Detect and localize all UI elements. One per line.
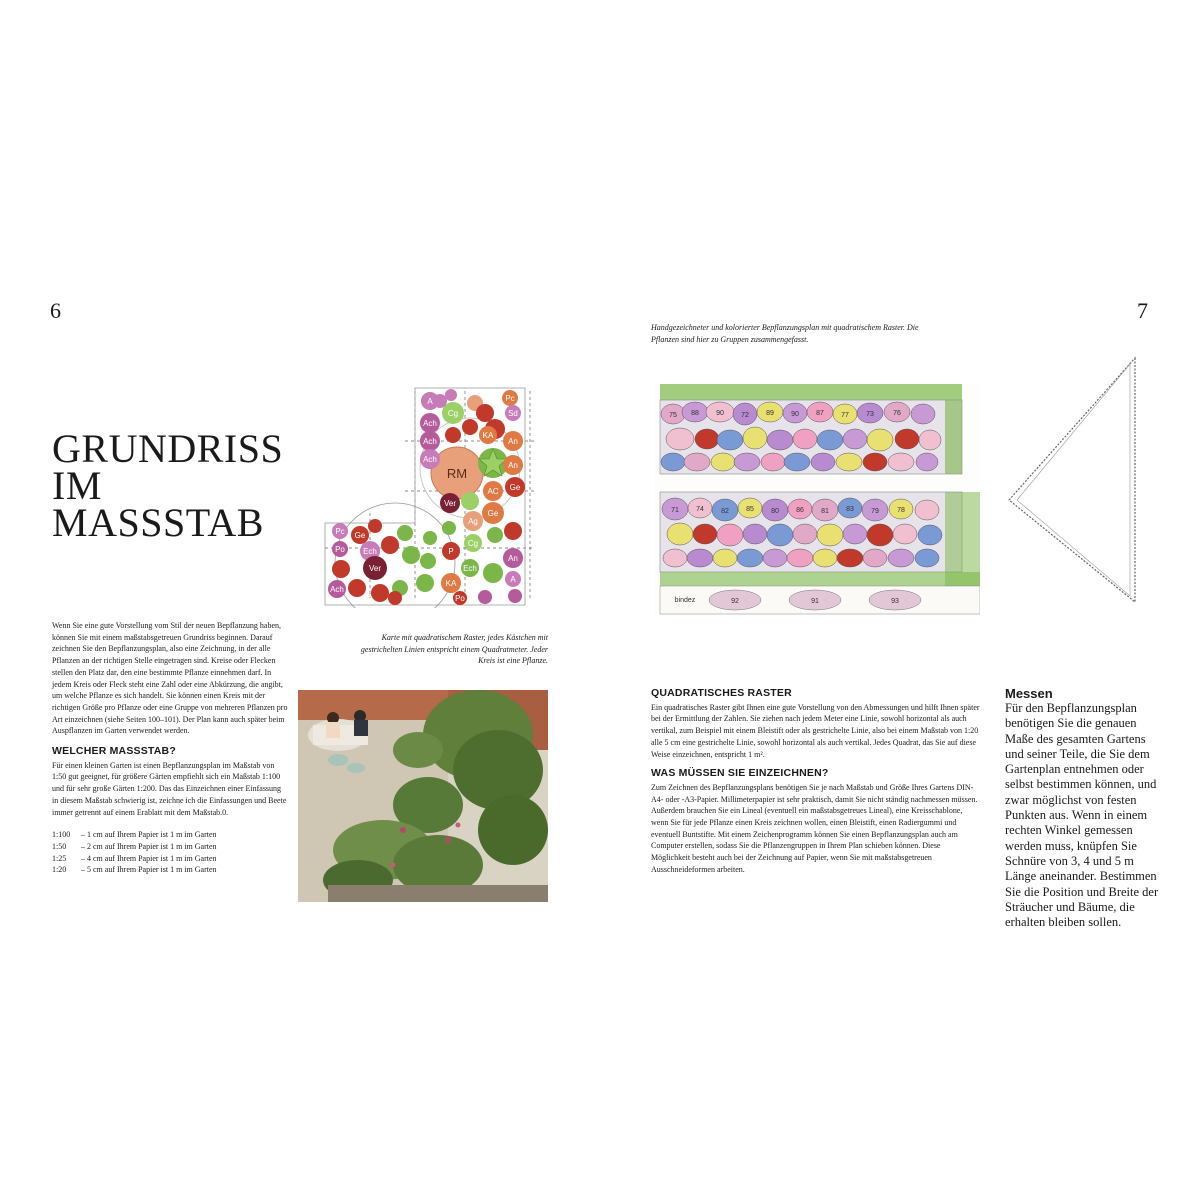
svg-text:85: 85 [746, 506, 754, 513]
svg-text:93: 93 [891, 598, 899, 605]
messen-heading: Messen [1005, 686, 1053, 701]
section-heading-scale: WELCHER MASSSTAB? [52, 745, 176, 758]
svg-text:Ver: Ver [443, 499, 457, 508]
planting-plan-diagram [285, 383, 550, 608]
svg-text:83: 83 [846, 506, 854, 513]
svg-text:91: 91 [811, 598, 819, 605]
svg-text:An: An [508, 437, 518, 446]
messen-sidebar [1005, 686, 1165, 930]
scale-row: 1:100 – 1 cm auf Ihrem Papier ist 1 m im Garten [52, 830, 217, 840]
svg-text:Ge: Ge [354, 531, 366, 540]
svg-text:Pc: Pc [505, 394, 515, 403]
svg-text:77: 77 [841, 412, 849, 419]
svg-text:80: 80 [771, 508, 779, 515]
svg-text:90: 90 [716, 410, 724, 417]
drawing-caption: Handgezeichneter und kolorierter Bepflanzungsplan mit quadratischem Raster. Die Pflanzen sind hier zu Gruppen zusammengefasst. [651, 323, 919, 344]
svg-text:bindez: bindez [674, 597, 696, 604]
svg-text:Ach: Ach [423, 437, 437, 446]
section-heading-draw: WAS MÜSSEN SIE EINZEICHNEN? [651, 767, 829, 780]
svg-text:KA: KA [445, 579, 457, 588]
svg-text:92: 92 [731, 598, 739, 605]
svg-text:Po: Po [335, 545, 345, 554]
svg-text:74: 74 [696, 506, 704, 513]
svg-text:Ge: Ge [487, 509, 499, 518]
svg-text:Pc: Pc [335, 527, 345, 536]
svg-text:Ag: Ag [468, 517, 478, 526]
svg-text:Ech: Ech [463, 564, 477, 573]
svg-text:Cg: Cg [467, 539, 479, 548]
svg-text:Ach: Ach [423, 419, 437, 428]
svg-text:81: 81 [821, 508, 829, 515]
scale-row: 1:25 – 4 cm auf Ihrem Papier ist 1 m im Garten [52, 853, 217, 863]
svg-text:Ach: Ach [330, 585, 344, 594]
scale-list [52, 829, 289, 876]
svg-text:89: 89 [766, 410, 774, 417]
garden-photo [298, 690, 548, 902]
svg-text:Cg: Cg [447, 409, 459, 418]
svg-text:RM: RM [446, 466, 468, 481]
triangle-diagram [997, 350, 1160, 610]
messen-text: Für den Bepflanzungsplan benötigen Sie die genauen Maße des gesamten Gartens und seiner Teile, die Sie dem Gartenplan entnehmen oder selbst bestimmen können, und zwar möglichst von festen Punkten aus. Wenn in einem rechten Winkel gemessen werden muss, knüpfen Sie Schnüre von 3, 4 und 5 m Länge aneinander. Bestimmen Sie die Position und Breite der Sträucher und Bäume, die erhalten bleiben sollen. [1005, 701, 1159, 930]
scale-row: 1:50 – 2 cm auf Ihrem Papier ist 1 m im Garten [52, 841, 217, 851]
svg-text:87: 87 [816, 410, 824, 417]
svg-text:88: 88 [691, 410, 699, 417]
svg-text:86: 86 [796, 507, 804, 514]
svg-text:Sd: Sd [508, 409, 518, 418]
hand-drawn-plan [655, 384, 980, 616]
svg-text:P: P [448, 547, 454, 556]
svg-text:78: 78 [897, 507, 905, 514]
svg-text:A: A [510, 575, 516, 584]
section-heading-grid: QUADRATISCHES RASTER [651, 687, 792, 699]
right-text-column: QUADRATISCHES RASTER Ein quadratisches Raster gibt Ihnen eine gute Vorstellung von den Abmessungen und hilft Ihnen später bei der Ermittlung der Zahlen. Sie ziehen nach jedem Meter eine Linie, sowohl horizontal als auch vertikal, zum Beispiel mit einem Bleistift oder als gestrichelte Linie, also bei einem Maßstab von 1:20 alle 5 cm eine gestrichelte Linie, sowohl horizontal als auch vertikal. Jedes Quadrat, das Sie auf diese Weise einzeichnen, entspricht 1 m². WAS MÜSSEN SIE EINZEICHNEN? Zum Zeichnen des Bepflanzungsplans benötigen Sie je nach Maßstab und Größe Ihres Gartens DIN-A4- oder -A3-Papier. Millimeterpapier ist sehr praktisch, damit Sie nicht ständig nachmessen müssen. Außerdem brauchen Sie ein Lineal (eventuell ein maßstabsgetreues Lineal), eine Kreisschablone, wenn Sie für jede Pflanze einen Kreis zeichnen wollen, einen Bleistift, einen Radiergummi und eventuell Buntstifte. Mit einem Zeichenprogramm können Sie einen Bepflanzungsplan auch am Computer erstellen, sodass Sie die Pflanzengruppen in Ihrem Plan schieben können. Diese Möglichkeit besteht auch bei der Zeichnung auf Papier, wenn Sie mit maßstabsgetreuen Ausschneideformen arbeiten. [651, 687, 980, 874]
svg-text:73: 73 [866, 411, 874, 418]
plan-caption: Karte mit quadratischem Raster, jedes Kästchen mit gestrichelten Linien entspricht einem Quadratmeter. Jeder Kreis ist eine Pflanze. [360, 633, 548, 665]
svg-text:Po: Po [455, 594, 465, 603]
intro-text: Wenn Sie eine gute Vorstellung vom Stil der neuen Bepflanzung haben, können Sie mit einem maßstabsgetreuen Grundriss beginnen. Darauf zeichnen Sie den Bepflanzungsplan, also eine Zeichnung, in der alle Pflanzen an der richtigen Stelle eingetragen sind. Kreise oder Flecken stellen den Platz dar, den eine bestimmte Pflanze einnehmen darf. In jedem Kreis oder Fleck steht eine Zahl oder eine Abkürzung, die angibt, um welche Pflanze es sich handelt. Sie können einen Kreis mit der richtigen Größe pro Pflanze oder eine Gruppe von mehreren Pflanzen pro Art einzeichnen (siehe Seiten 100–101). Der Plan kann auch später beim Auspflanzen im Garten verwendet werden. WELCHER MASSSTAB? Für einen kleinen Garten ist einen Bepflanzungsplan im Maßstab von 1:50 gut geeignet, für größere Gärten empfiehlt sich ein Maßstab 1:100 und für sehr große Gärten 1:200. Das das Einzeichnen einer Einfassung in diesem Maßstab schwierig ist, zeichne ich die Einfassungen und Beete immer getrennt auf einem Erablatt mit dem Maßstab.0. 1:100 – 1 cm auf Ihrem Papier ist 1 m im Garten 1:50 – 2 cm auf Ihrem Papier ist 1 m im Garten 1:25 – 4 cm auf Ihrem Papier ist 1 m im Garten 1:20 – 5 cm auf Ihrem Papier ist 1 m im Garten [52, 621, 288, 875]
svg-text:82: 82 [721, 508, 729, 515]
svg-text:A: A [427, 397, 433, 406]
svg-text:90: 90 [791, 411, 799, 418]
svg-text:Ech: Ech [363, 547, 377, 556]
svg-text:An: An [508, 461, 518, 470]
svg-text:Ver: Ver [368, 564, 382, 573]
svg-text:76: 76 [893, 410, 901, 417]
svg-text:Ach: Ach [423, 455, 437, 464]
svg-text:An: An [508, 554, 518, 563]
svg-text:72: 72 [741, 412, 749, 419]
svg-text:71: 71 [671, 507, 679, 514]
svg-text:KA: KA [482, 431, 494, 440]
page-number-left: 6 [50, 298, 61, 323]
page-number-right: 7 [1137, 298, 1148, 323]
svg-text:75: 75 [669, 412, 677, 419]
scale-row: 1:20 – 5 cm auf Ihrem Papier ist 1 m im Garten [52, 865, 217, 875]
svg-text:79: 79 [871, 508, 879, 515]
svg-text:Ge: Ge [509, 483, 521, 492]
page-title: GRUNDRISS IM MASSSTAB [52, 426, 284, 545]
svg-text:AC: AC [487, 487, 499, 496]
